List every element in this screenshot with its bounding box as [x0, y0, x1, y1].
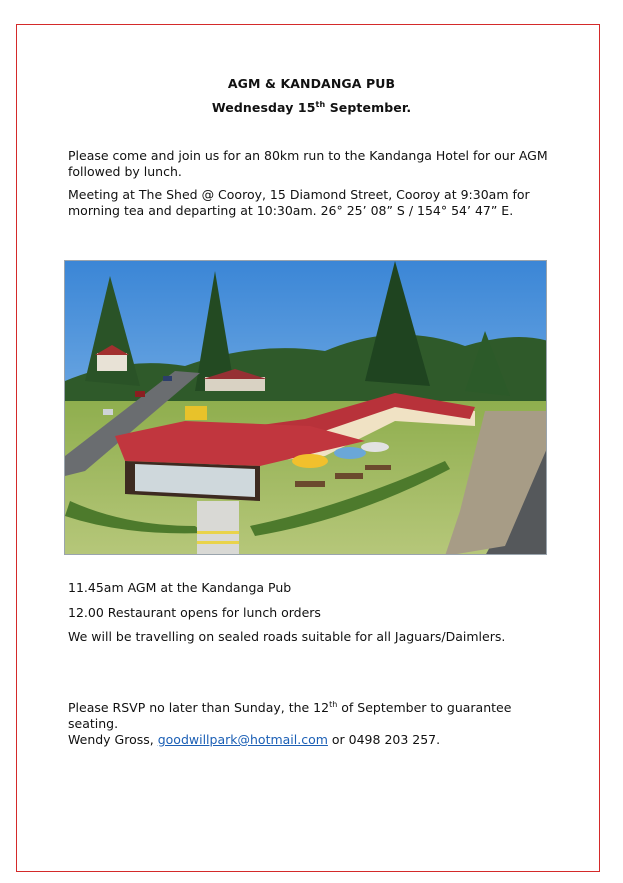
document-date: [0, 100, 623, 115]
schedule-item-2: 12.00 Restaurant opens for lunch orders: [68, 605, 321, 620]
rsvp-sup: th: [329, 699, 338, 709]
contact-or: or: [327, 732, 349, 747]
date-prefix: Wednesday 15: [211, 100, 316, 115]
date-sup: th: [315, 99, 326, 109]
rsvp-prefix: Please RSVP no later than Sunday, the 12: [68, 700, 330, 715]
document-title: AGM & KANDANGA PUB: [227, 76, 396, 91]
contact-phone: 0498 203 257.: [348, 732, 441, 747]
rsvp-suffix: of September to guarantee seating.: [68, 700, 512, 731]
intro-paragraph: Please come and join us for an 80km run to the Kandanga Hotel for our AGM followed by lunch.: [68, 148, 548, 179]
contact-name: Wendy Gross,: [68, 732, 158, 747]
schedule-item-3: We will be travelling on sealed roads suitable for all Jaguars/Daimlers.: [68, 629, 506, 644]
rsvp-paragraph: [68, 700, 558, 748]
contact-email-link[interactable]: goodwillpark@hotmail.com: [157, 732, 328, 747]
schedule-item-1: 11.45am AGM at the Kandanga Pub: [68, 580, 292, 595]
date-suffix: September.: [325, 100, 412, 115]
meeting-paragraph: Meeting at The Shed @ Cooroy, 15 Diamond Street, Cooroy at 9:30am for morning tea and departing at 10:30am. 26° 25’ 08” S / 154° 54’ 47” E.: [68, 187, 530, 218]
pub-aerial-photo: [64, 260, 547, 555]
